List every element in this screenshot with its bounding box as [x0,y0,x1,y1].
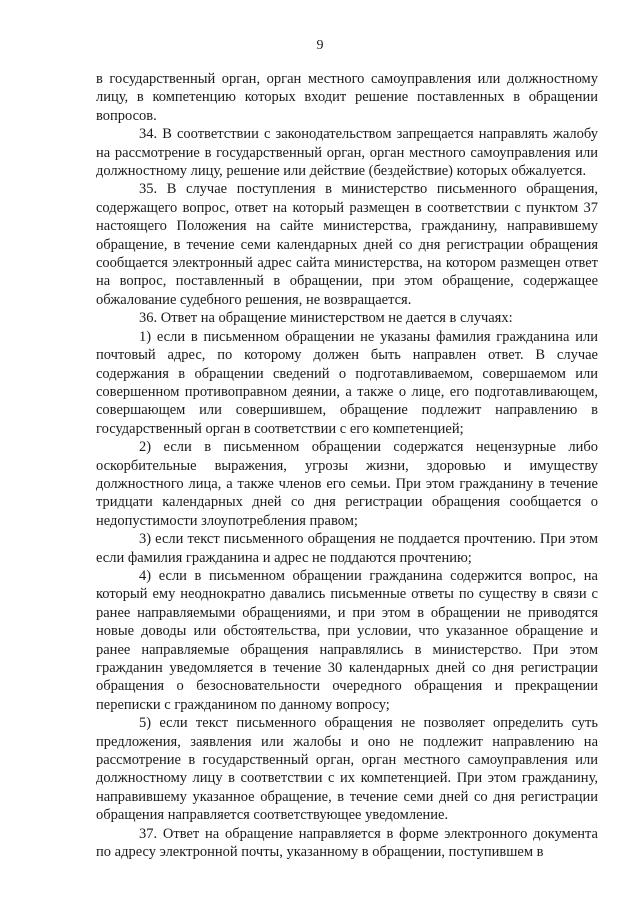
paragraph: 37. Ответ на обращение направляется в форме электронного документа по адресу электронной почты, указанному в обращении, поступившем в [96,825,598,861]
paragraph: 35. В случае поступления в министерство письменного обращения, содержащего вопрос, ответ на который размещен в соответствии с пунктом 37 настоящего Положения на сайте министерства, гражданину, направившему обращение, в течение семи календарных дней со дня регистрации обращения сообщается электронный адрес сайта министерства, на котором размещен ответ на вопрос, поставленный в обращении, при этом обращение, содержащее обжалование судебного решения, не возвращается. [96,181,598,308]
paragraph: 1) если в письменном обращении не указаны фамилия гражданина или почтовый адрес, по которому должен быть направлен ответ. В случае содержания в обращении сведений о подготавливаемом, совершаемом или совершенном противоправном деянии, а также о лице, его подготавливающем, совершающем или совершившем, обращение подлежит направлению в государственный орган в соответствии с его компетенцией; [96,328,598,437]
page-number: 9 [316,38,324,53]
paragraph: 2) если в письменном обращении содержатся нецензурные либо оскорбительные выражения, угрозы жизни, здоровью и имуществу должностного лица, а также членов его семьи. При этом гражданину в течение тридцати календарных дней со дня регистрации обращения сообщается о недопустимости злоупотребления правом; [96,439,598,529]
paragraph: 4) если в письменном обращении гражданина содержится вопрос, на который ему неоднократно давались письменные ответы по существу в связи с ранее направляемыми обращениями, и при этом в обращении не приводятся новые доводы или обстоятельства, при условии, что указанное обращение и ранее направляемые обращения направлялись в министерство. При этом гражданин уведомляется в течение 30 календарных дней со дня регистрации обращения о безосновательности очередного обращения и прекращении переписки с гражданином по данному вопросу; [96,567,598,713]
document-body [96,70,598,861]
paragraph: 3) если текст письменного обращения не поддается прочтению. При этом если фамилия гражданина и адрес не поддаются прочтению; [96,531,598,566]
paragraph: 36. Ответ на обращение министерством не дается в случаях: [139,310,513,327]
paragraph: в государственный орган, орган местного самоуправления или должностному лицу, в компетенцию которых входит решение поставленных в обращении вопросов. [96,71,598,124]
paragraph: 34. В соответствии с законодательством запрещается направлять жалобу на рассмотрение в государственный орган, орган местного самоуправления или должностному лицу, решение или действие (бездействие) которых обжалуется. [96,126,598,180]
paragraph: 5) если текст письменного обращения не позволяет определить суть предложения, заявления или жалобы и оно не подлежит направлению на рассмотрение в государственный орган, орган местного самоуправления или должностному лицу в соответствии с их компетенцией. При этом гражданину, направившему указанное обращение, в течение семи дней со дня регистрации обращения направляется соответствующее уведомление. [96,715,598,824]
